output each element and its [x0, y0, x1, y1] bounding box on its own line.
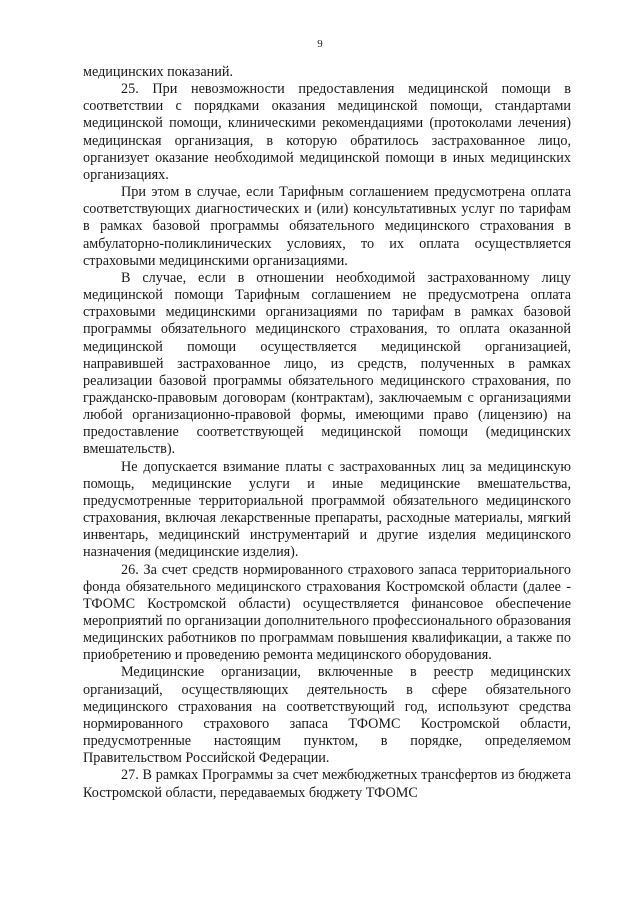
paragraph-reserve-usage: Медицинские организации, включенные в реестр медицинских организаций, осуществляющих деятельность в сфере обязательного медицинского страхования на соответствующий год, используют средства нормированного страхового запаса ТФОМС Костромской области, предусмотренные настоящим пунктом, в порядке, определяемом Правительством Российской Федерации.: [83, 664, 571, 767]
paragraph-continuation: медицинских показаний.: [83, 64, 233, 80]
paragraph-referring-organization-payment: В случае, если в отношении необходимой застрахованному лицу медицинской помощи Тарифным соглашением не предусмотрена оплата страховыми медицинскими организациями по тарифам в рамках базовой программы обязательного медицинского страхования, то оплата оказанной медицинской помощи осуществляется медицинской организацией, направившей застрахованное лицо, из средств, полученных в рамках реализации базовой программы обязательного медицинского страхования, по гражданско-правовым договорам (контрактам), заключаемым с организациями любой организационно-правовой формы, имеющими право (лицензию) на предоставление соответствующей медицинской помощи (медицинских вмешательств).: [83, 269, 571, 458]
page-number: 9: [317, 38, 323, 50]
paragraph-item-26: 26. За счет средств нормированного страхового запаса территориального фонда обязательного медицинского страхования Костромской области (далее - ТФОМС Костромской области) осуществляется финансовое обеспечение мероприятий по организации дополнительного профессионального образования медицинских работников по программам повышения квалификации, а также по приобретению и проведению ремонта медицинского оборудования.: [83, 561, 571, 664]
paragraph-item-27: 27. В рамках Программы за счет межбюджетных трансфертов из бюджета Костромской области, передаваемых бюджету ТФОМС: [83, 767, 571, 801]
paragraph-tariff-payment: При этом в случае, если Тарифным соглашением предусмотрена оплата соответствующих диагностических и (или) консультативных услуг по тарифам в рамках базовой программы обязательного медицинского страхования в амбулаторно-поликлинических условиях, то их оплата осуществляется страховыми медицинскими организациями.: [83, 184, 571, 269]
paragraph-no-fees: Не допускается взимание платы с застрахованных лиц за медицинскую помощь, медицинские услуги и иные медицинские вмешательства, предусмотренные территориальной программой обязательного медицинского страхования, включая лекарственные препараты, расходные материалы, мягкий инвентарь, медицинский инструментарий и другие изделия медицинского назначения (медицинские изделия).: [83, 458, 571, 561]
document-body: [83, 64, 571, 802]
paragraph-item-25: 25. При невозможности предоставления медицинской помощи в соответствии с порядками оказания медицинской помощи, стандартами медицинской помощи, клиническими рекомендациями (протоколами лечения) медицинская организация, в которую обратилось застрахованное лицо, организует оказание необходимой медицинской помощи в иных медицинских организациях.: [83, 81, 571, 183]
